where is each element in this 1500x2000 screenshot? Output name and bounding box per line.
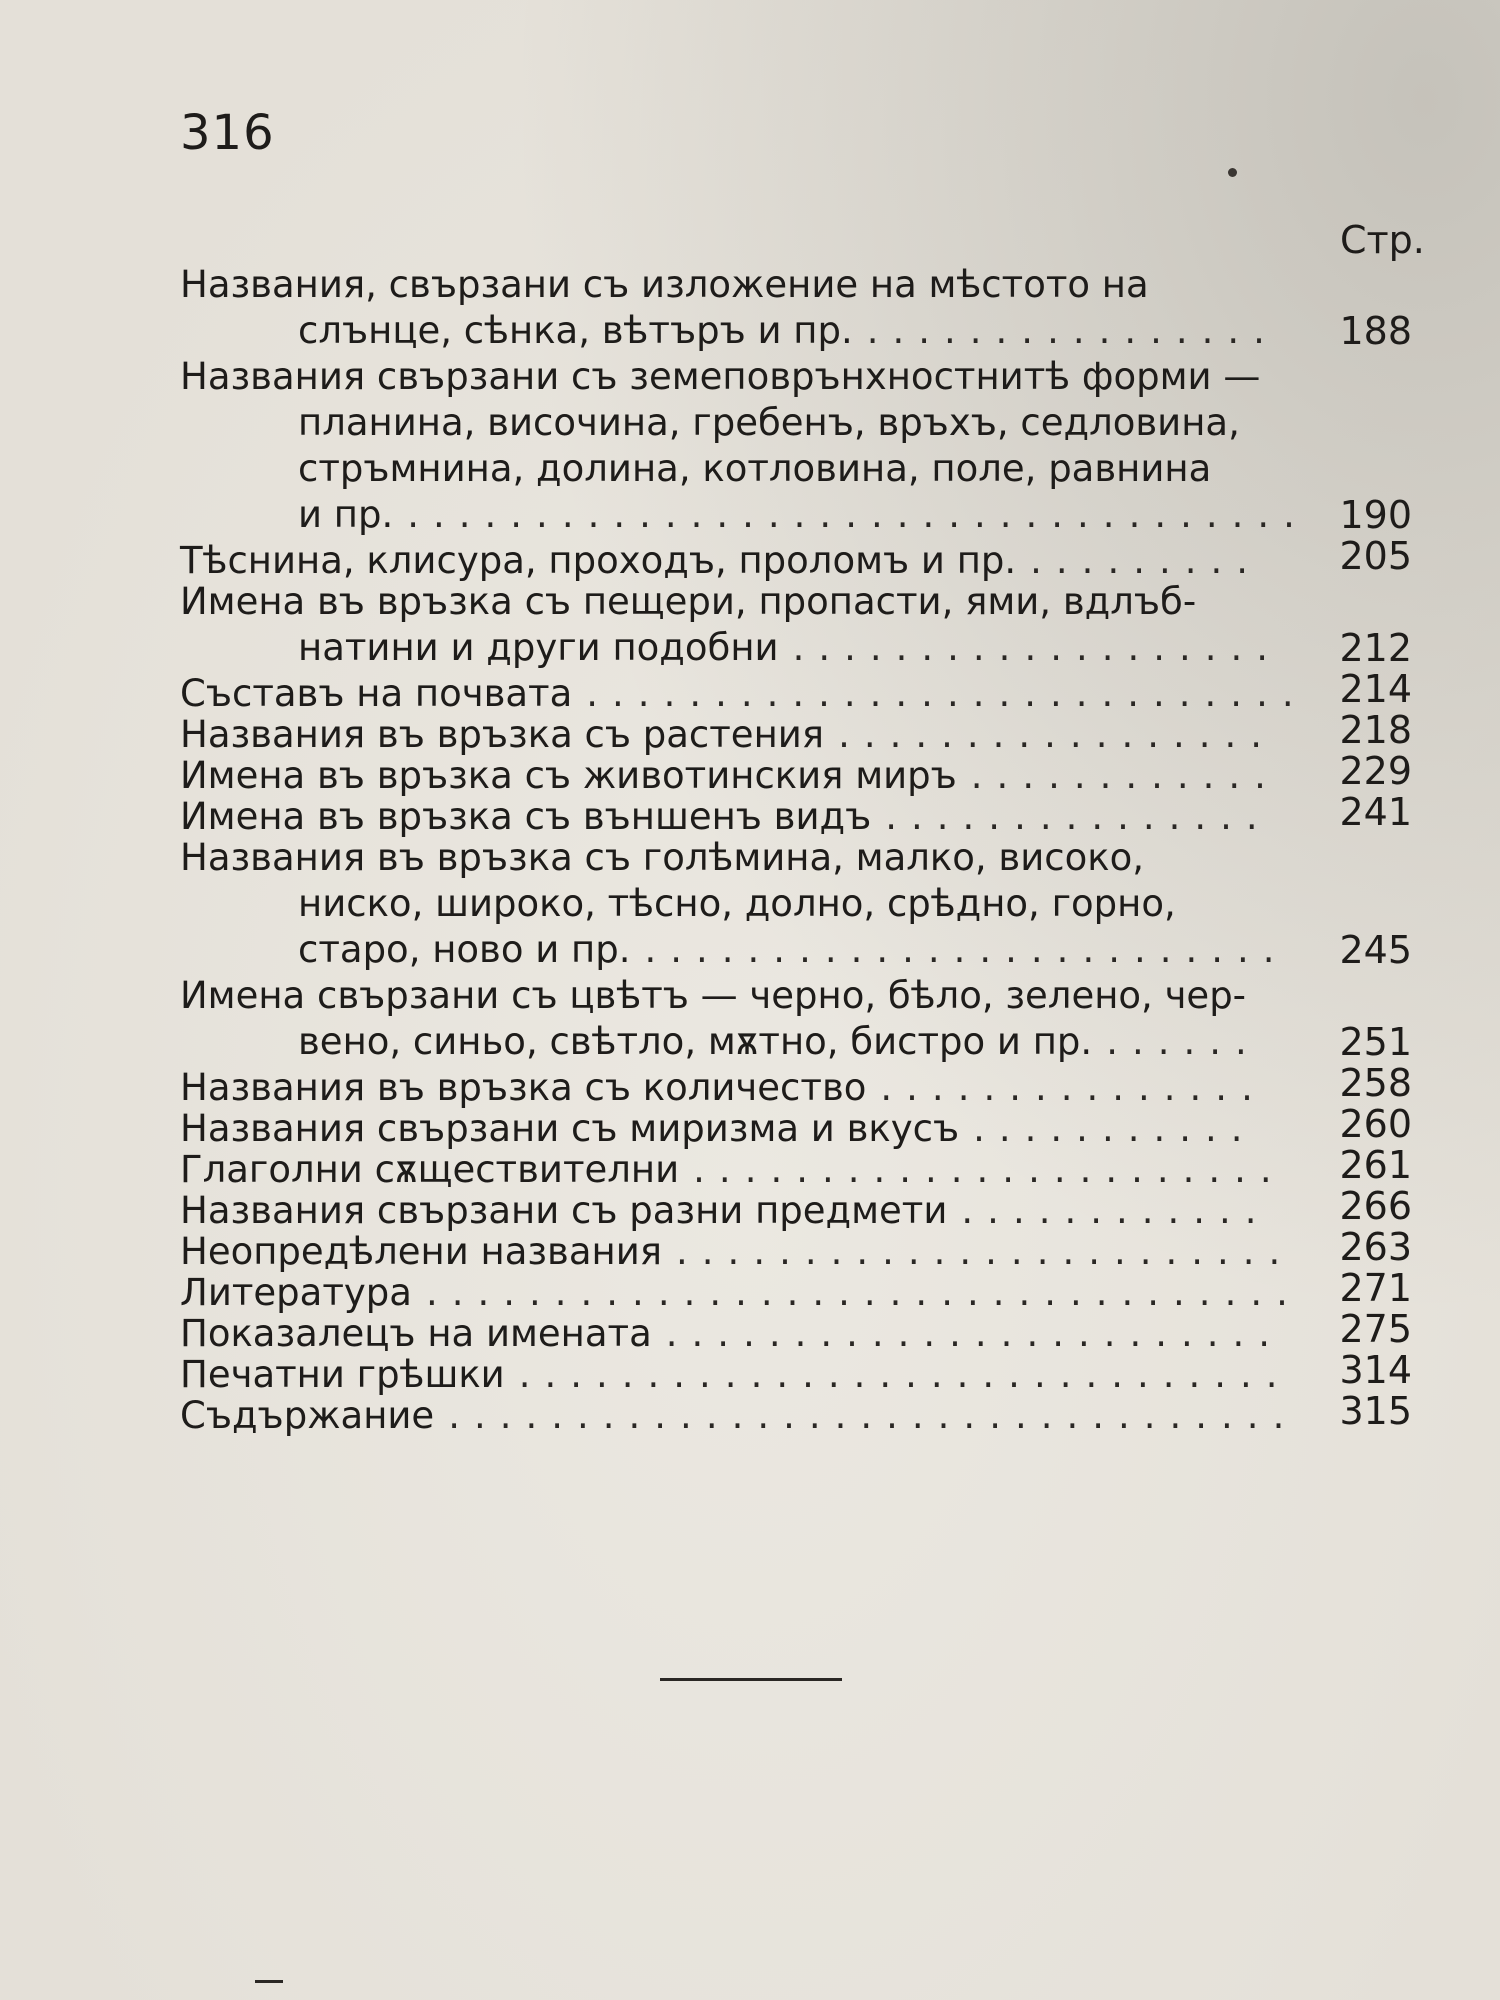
toc-entry	[180, 1143, 1430, 1191]
toc-entry-text: слънце, сѣнка, вѣтъръ и пр.	[298, 309, 853, 352]
toc-line	[180, 835, 1430, 881]
toc-page-number: 271	[1339, 1266, 1412, 1310]
dot-leader: ............	[961, 1189, 1271, 1232]
toc-line	[180, 308, 1430, 354]
dot-leader: ......	[1106, 1020, 1261, 1063]
toc-entry	[180, 749, 1430, 797]
table-of-contents	[180, 262, 1430, 1437]
toc-line	[180, 625, 1430, 671]
toc-page-number: 314	[1339, 1348, 1412, 1392]
dot-leader: .................	[838, 713, 1277, 756]
toc-entry	[180, 262, 1430, 354]
toc-page-number: 260	[1339, 1102, 1412, 1146]
toc-page-number: 188	[1339, 309, 1412, 353]
toc-entry-text: стръмнина, долина, котловина, поле, равнина	[298, 447, 1212, 490]
toc-line	[180, 400, 1430, 446]
toc-line	[180, 1147, 1430, 1191]
dot-leader: ........................	[676, 1230, 1295, 1273]
toc-page-number: 266	[1339, 1184, 1412, 1228]
dot-leader: .........................	[644, 928, 1289, 971]
dot-leader: ........................	[665, 1312, 1285, 1355]
toc-page-number: 214	[1339, 667, 1412, 711]
toc-line	[180, 794, 1430, 838]
toc-page-number: 258	[1339, 1061, 1412, 1105]
toc-page-number: 275	[1339, 1307, 1412, 1351]
toc-line	[180, 1311, 1430, 1355]
toc-entry	[180, 1266, 1430, 1314]
toc-entry-text: Названия въ връзка съ растения	[180, 713, 825, 756]
toc-entry-text: Имена въ връзка съ животинския миръ	[180, 754, 957, 797]
toc-entry-text: Имена въ връзка съ външенъ видъ	[180, 795, 872, 838]
toc-line	[180, 927, 1430, 973]
toc-entry-text: Имена свързани съ цвѣтъ — черно, бѣло, зелено, чер-	[180, 974, 1247, 1017]
toc-page-number: 218	[1339, 708, 1412, 752]
toc-entry-text: Названия въ връзка съ количество	[180, 1066, 867, 1109]
toc-line	[180, 1065, 1430, 1109]
toc-entry-text: Тѣснина, клисура, проходъ, проломъ и пр.	[180, 539, 1017, 582]
toc-line	[180, 538, 1430, 582]
toc-page-number: 315	[1339, 1389, 1412, 1433]
toc-entry	[180, 667, 1430, 715]
dot-leader: ................	[866, 309, 1279, 352]
toc-line	[180, 1106, 1430, 1150]
toc-line	[180, 579, 1430, 625]
toc-line	[180, 753, 1430, 797]
toc-line	[180, 1229, 1430, 1273]
toc-line	[180, 1393, 1430, 1437]
page-column-header: Стр.	[1340, 218, 1425, 262]
paper-speck	[1228, 168, 1237, 177]
dot-leader: ............................	[586, 672, 1308, 715]
end-rule	[660, 1678, 842, 1681]
toc-entry	[180, 1225, 1430, 1273]
toc-entry-text: старо, ново и пр.	[298, 928, 631, 971]
toc-entry-text: Глаголни сѫществителни	[180, 1148, 680, 1191]
toc-line	[180, 671, 1430, 715]
toc-entry-text: Съдържание	[180, 1394, 435, 1437]
toc-entry	[180, 835, 1430, 973]
toc-entry	[180, 1102, 1430, 1150]
toc-line	[180, 446, 1430, 492]
toc-entry-text: Показалецъ на имената	[180, 1312, 652, 1355]
toc-entry-text: Литература	[180, 1271, 412, 1314]
dot-leader: .......................	[693, 1148, 1286, 1191]
toc-entry-text: Неопредѣлени названия	[180, 1230, 663, 1273]
toc-line	[180, 1270, 1430, 1314]
toc-entry	[180, 1348, 1430, 1396]
toc-entry-text: Печатни грѣшки	[180, 1353, 505, 1396]
dot-leader: ...............	[885, 795, 1272, 838]
toc-page-number: 212	[1339, 626, 1412, 670]
page-number: 316	[180, 105, 275, 161]
toc-entry	[180, 354, 1430, 538]
toc-entry-text: Названия, свързани съ изложение на мѣстото на	[180, 263, 1149, 306]
toc-page-number: 190	[1339, 493, 1412, 537]
toc-entry	[180, 579, 1430, 671]
dot-leader: .................................	[448, 1394, 1299, 1437]
toc-line	[180, 492, 1430, 538]
toc-line	[180, 262, 1430, 308]
toc-page-number: 251	[1339, 1020, 1412, 1064]
toc-entry-text: Названия свързани съ миризма и вкусъ	[180, 1107, 960, 1150]
dot-leader: .........	[1030, 539, 1263, 582]
toc-entry-text: и пр.	[298, 493, 394, 536]
toc-entry-text: вено, синьо, свѣтло, мѫтно, бистро и пр.	[298, 1020, 1093, 1063]
toc-line	[180, 712, 1430, 756]
toc-entry	[180, 1307, 1430, 1355]
dot-leader: ...........	[973, 1107, 1257, 1150]
dot-leader: ..................................	[425, 1271, 1302, 1314]
toc-entry-text: ниско, широко, тѣсно, долно, срѣдно, горно,	[298, 882, 1176, 925]
toc-line	[180, 1188, 1430, 1232]
dot-leader: ...............	[880, 1066, 1267, 1109]
toc-line	[180, 354, 1430, 400]
toc-entry	[180, 1184, 1430, 1232]
toc-line	[180, 973, 1430, 1019]
toc-line	[180, 881, 1430, 927]
toc-entry-text: планина, височина, гребенъ, връхъ, седловина,	[298, 401, 1240, 444]
toc-entry-text: натини и други подобни	[298, 626, 779, 669]
edge-mark	[255, 1980, 283, 1997]
toc-line	[180, 1019, 1430, 1065]
toc-line	[180, 1352, 1430, 1396]
dot-leader: ..............................	[518, 1353, 1292, 1396]
toc-entry	[180, 973, 1430, 1065]
dot-leader: ...................	[792, 626, 1283, 669]
toc-entry	[180, 1061, 1430, 1109]
toc-page-number: 263	[1339, 1225, 1412, 1269]
toc-page-number: 205	[1339, 534, 1412, 578]
dot-leader: ...................................	[407, 493, 1309, 536]
toc-page-number: 229	[1339, 749, 1412, 793]
toc-page-number: 241	[1339, 790, 1412, 834]
toc-entry	[180, 1389, 1430, 1437]
toc-entry-text: Названия свързани съ земеповрънхностнитѣ форми —	[180, 355, 1261, 398]
toc-page-number: 261	[1339, 1143, 1412, 1187]
toc-entry-text: Названия въ връзка съ голѣмина, малко, високо,	[180, 836, 1145, 879]
dot-leader: ............	[970, 754, 1280, 797]
toc-page-number: 245	[1339, 928, 1412, 972]
toc-entry	[180, 790, 1430, 838]
toc-entry	[180, 708, 1430, 756]
toc-entry-text: Съставъ на почвата	[180, 672, 573, 715]
toc-entry-text: Имена въ връзка съ пещери, пропасти, ями, вдлъб-	[180, 580, 1197, 623]
toc-entry-text: Названия свързани съ разни предмети	[180, 1189, 948, 1232]
toc-entry	[180, 534, 1430, 582]
